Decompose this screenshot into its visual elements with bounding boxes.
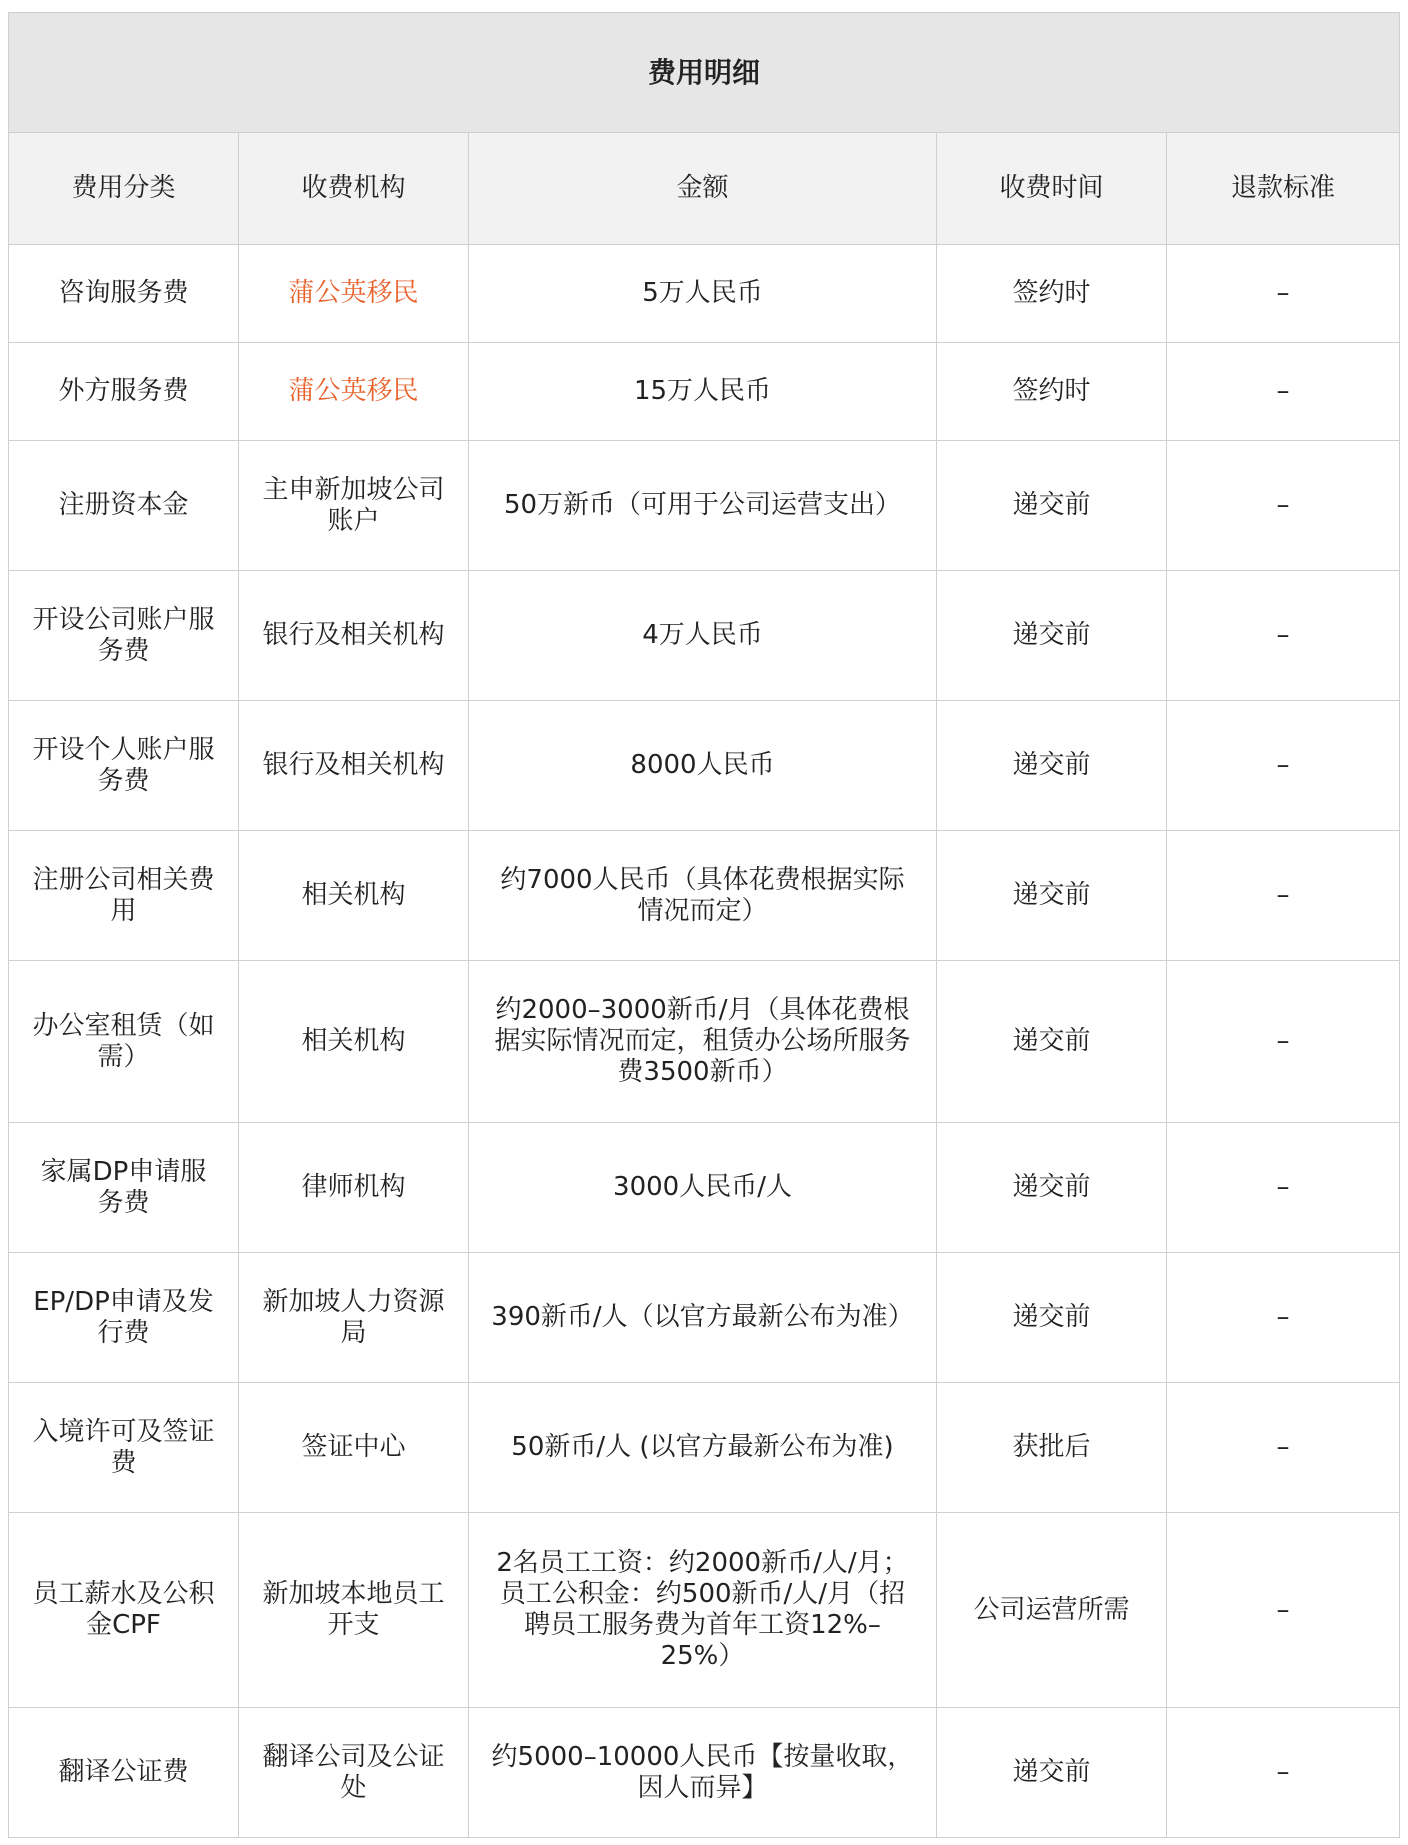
cell-category: 咨询服务费 bbox=[9, 245, 239, 343]
header-agency: 收费机构 bbox=[239, 133, 469, 245]
cell-time: 递交前 bbox=[937, 1253, 1167, 1383]
table-title-row bbox=[9, 13, 1400, 133]
cell-amount: 2名员工工资：约2000新币/人/月；员工公积金：约500新币/人/月（招聘员工服务费为首年工资12%–25%） bbox=[469, 1513, 937, 1708]
header-row bbox=[9, 133, 1400, 245]
cell-category: 家属DP申请服务费 bbox=[9, 1123, 239, 1253]
cell-time: 递交前 bbox=[937, 701, 1167, 831]
table-row bbox=[9, 343, 1400, 441]
cell-agency: 签证中心 bbox=[239, 1383, 469, 1513]
cell-time: 签约时 bbox=[937, 245, 1167, 343]
cell-amount: 3000人民币/人 bbox=[469, 1123, 937, 1253]
cell-refund: – bbox=[1167, 1513, 1400, 1708]
table-row bbox=[9, 1708, 1400, 1838]
cell-category: 翻译公证费 bbox=[9, 1708, 239, 1838]
fee-table-container bbox=[8, 12, 1399, 1838]
cell-agency: 翻译公司及公证处 bbox=[239, 1708, 469, 1838]
table-row bbox=[9, 961, 1400, 1123]
cell-category: 注册资本金 bbox=[9, 441, 239, 571]
cell-amount: 4万人民币 bbox=[469, 571, 937, 701]
cell-category: 入境许可及签证费 bbox=[9, 1383, 239, 1513]
cell-time: 递交前 bbox=[937, 571, 1167, 701]
cell-time: 递交前 bbox=[937, 961, 1167, 1123]
cell-time: 获批后 bbox=[937, 1383, 1167, 1513]
cell-refund: – bbox=[1167, 961, 1400, 1123]
cell-category: 开设公司账户服务费 bbox=[9, 571, 239, 701]
cell-time: 递交前 bbox=[937, 1708, 1167, 1838]
cell-amount: 约5000–10000人民币【按量收取，因人而异】 bbox=[469, 1708, 937, 1838]
cell-refund: – bbox=[1167, 1253, 1400, 1383]
cell-time: 签约时 bbox=[937, 343, 1167, 441]
cell-refund: – bbox=[1167, 701, 1400, 831]
cell-amount: 50新币/人 (以官方最新公布为准) bbox=[469, 1383, 937, 1513]
table-row bbox=[9, 1513, 1400, 1708]
cell-refund: – bbox=[1167, 571, 1400, 701]
cell-agency: 相关机构 bbox=[239, 831, 469, 961]
cell-agency: 相关机构 bbox=[239, 961, 469, 1123]
cell-time: 递交前 bbox=[937, 441, 1167, 571]
cell-time: 公司运营所需 bbox=[937, 1513, 1167, 1708]
cell-agency: 新加坡本地员工开支 bbox=[239, 1513, 469, 1708]
header-amount: 金额 bbox=[469, 133, 937, 245]
table-row bbox=[9, 701, 1400, 831]
table-row bbox=[9, 571, 1400, 701]
cell-category: EP/DP申请及发行费 bbox=[9, 1253, 239, 1383]
cell-refund: – bbox=[1167, 1123, 1400, 1253]
cell-refund: – bbox=[1167, 441, 1400, 571]
cell-agency: 新加坡人力资源局 bbox=[239, 1253, 469, 1383]
cell-agency: 蒲公英移民 bbox=[239, 245, 469, 343]
cell-agency: 主申新加坡公司账户 bbox=[239, 441, 469, 571]
cell-agency: 律师机构 bbox=[239, 1123, 469, 1253]
header-category: 费用分类 bbox=[9, 133, 239, 245]
cell-amount: 8000人民币 bbox=[469, 701, 937, 831]
cell-refund: – bbox=[1167, 245, 1400, 343]
cell-agency: 银行及相关机构 bbox=[239, 571, 469, 701]
cell-amount: 390新币/人（以官方最新公布为准） bbox=[469, 1253, 937, 1383]
cell-amount: 50万新币（可用于公司运营支出） bbox=[469, 441, 937, 571]
cell-amount: 15万人民币 bbox=[469, 343, 937, 441]
table-row bbox=[9, 441, 1400, 571]
table-row bbox=[9, 1383, 1400, 1513]
cell-amount: 约7000人民币（具体花费根据实际情况而定） bbox=[469, 831, 937, 961]
table-title: 费用明细 bbox=[9, 13, 1400, 133]
cell-amount: 5万人民币 bbox=[469, 245, 937, 343]
table-row bbox=[9, 245, 1400, 343]
header-time: 收费时间 bbox=[937, 133, 1167, 245]
cell-category: 办公室租赁（如需） bbox=[9, 961, 239, 1123]
table-row bbox=[9, 831, 1400, 961]
cell-agency: 银行及相关机构 bbox=[239, 701, 469, 831]
cell-category: 开设个人账户服务费 bbox=[9, 701, 239, 831]
cell-refund: – bbox=[1167, 1708, 1400, 1838]
header-refund: 退款标准 bbox=[1167, 133, 1400, 245]
cell-amount: 约2000–3000新币/月（具体花费根据实际情况而定，租赁办公场所服务费3500新币） bbox=[469, 961, 937, 1123]
cell-refund: – bbox=[1167, 1383, 1400, 1513]
fee-table bbox=[8, 12, 1400, 1838]
cell-agency: 蒲公英移民 bbox=[239, 343, 469, 441]
cell-category: 员工薪水及公积金CPF bbox=[9, 1513, 239, 1708]
cell-time: 递交前 bbox=[937, 1123, 1167, 1253]
cell-category: 外方服务费 bbox=[9, 343, 239, 441]
cell-refund: – bbox=[1167, 831, 1400, 961]
cell-refund: – bbox=[1167, 343, 1400, 441]
cell-category: 注册公司相关费用 bbox=[9, 831, 239, 961]
table-row bbox=[9, 1253, 1400, 1383]
cell-time: 递交前 bbox=[937, 831, 1167, 961]
table-row bbox=[9, 1123, 1400, 1253]
